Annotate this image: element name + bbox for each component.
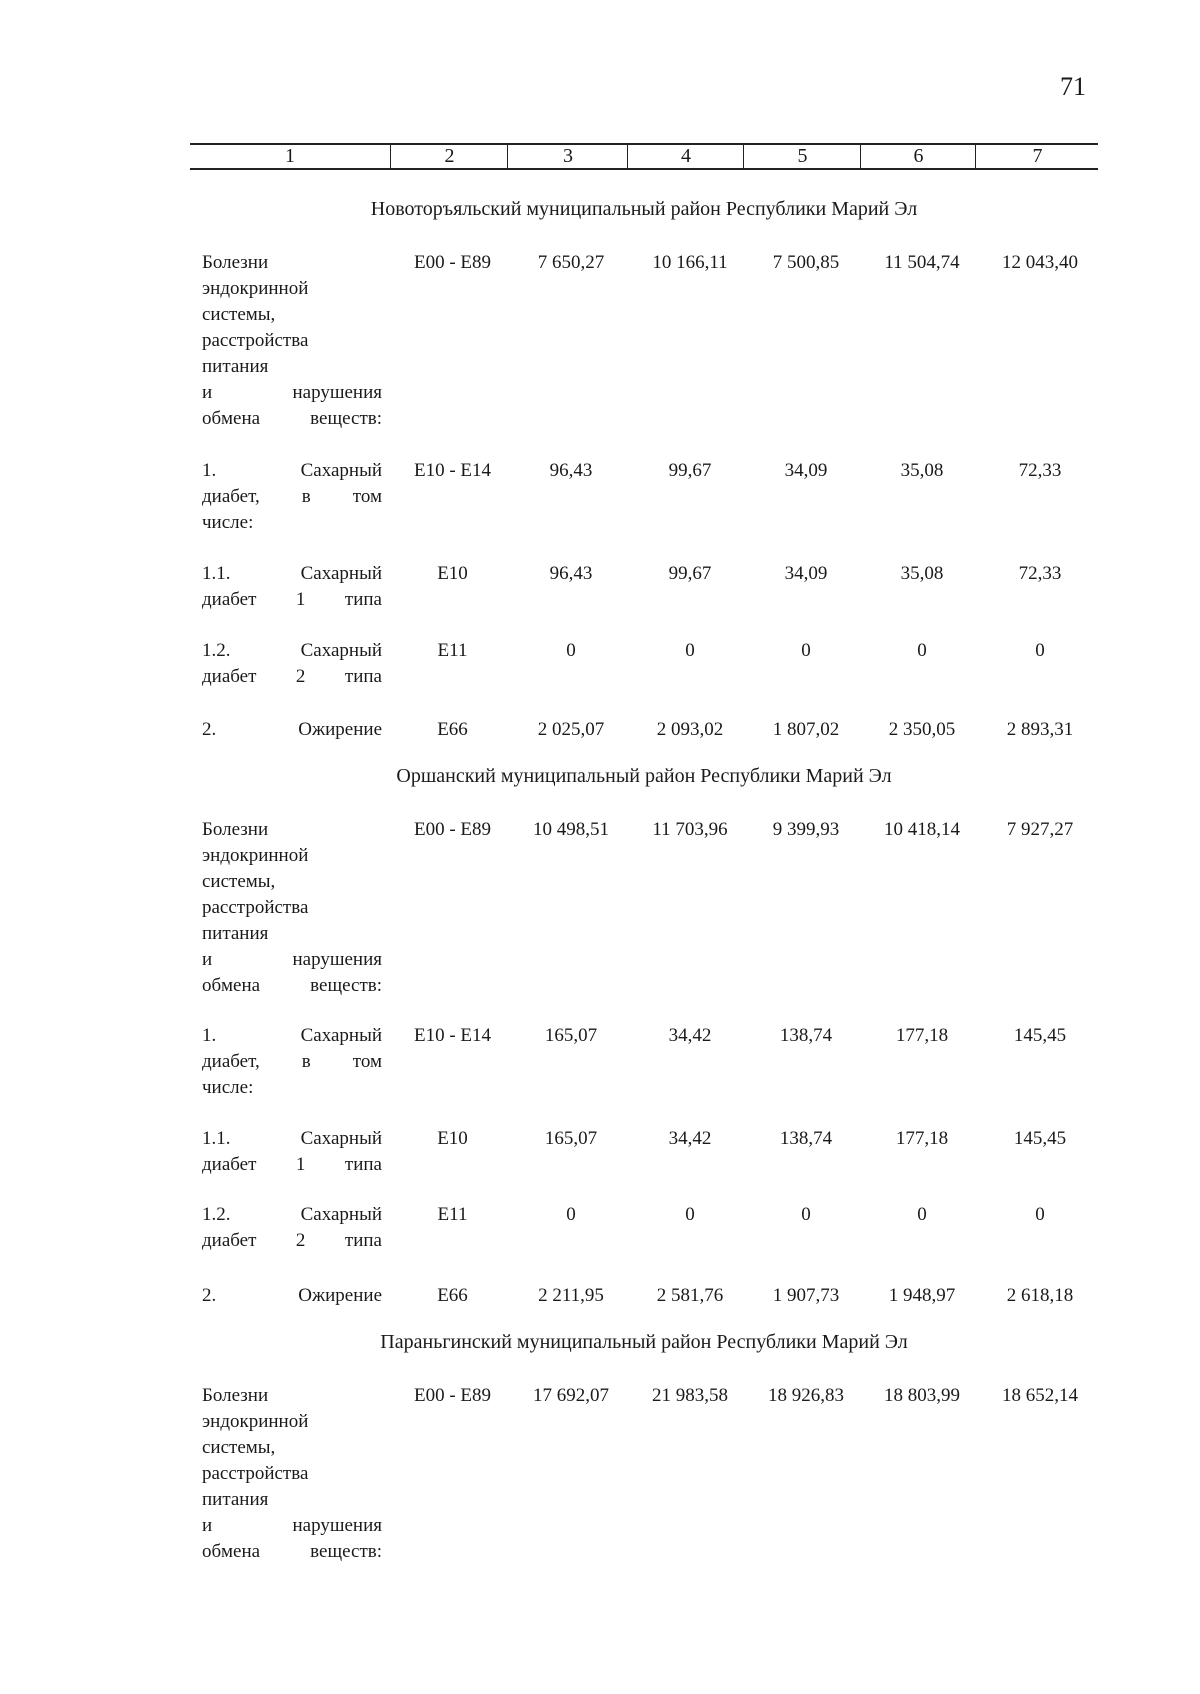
value-cell-col-3: 165,07 xyxy=(544,1025,598,1046)
row-label-line: диабет 1 типа xyxy=(202,589,382,610)
icd-code-cell: E00 - E89 xyxy=(413,1385,492,1406)
value-cell-col-3: 0 xyxy=(566,1204,576,1225)
header-col-7: 7 xyxy=(975,144,1099,168)
header-col-1: 1 xyxy=(285,145,295,167)
value-cell-col-5: 9 399,93 xyxy=(772,819,840,840)
value-cell-col-4: 34,42 xyxy=(668,1025,712,1046)
value-cell-col-7: 7 927,27 xyxy=(1006,819,1074,840)
row-label-line: Болезни xyxy=(202,1385,269,1406)
row-label-line: обмена веществ: xyxy=(202,1541,382,1562)
row-label-line: системы, xyxy=(202,1437,276,1458)
value-cell-col-4: 0 xyxy=(685,1204,695,1225)
value-cell-col-7: 2 618,18 xyxy=(1006,1285,1074,1306)
value-cell-col-3: 17 692,07 xyxy=(533,1385,609,1406)
value-cell-col-4: 0 xyxy=(685,640,695,661)
row-label-line: питания xyxy=(202,356,269,377)
row-label-line: диабет 2 типа xyxy=(202,1230,382,1251)
value-cell-col-7: 2 893,31 xyxy=(1006,719,1074,740)
icd-code-cell: E11 xyxy=(437,640,468,661)
row-label xyxy=(202,561,382,613)
value-cell-col-6: 35,08 xyxy=(900,563,944,584)
value-cell-col-5: 0 xyxy=(801,640,811,661)
row-label-line: 2. Ожирение xyxy=(202,1285,382,1306)
value-cell-col-7: 72,33 xyxy=(1018,460,1062,481)
value-cell-col-5: 18 926,83 xyxy=(768,1385,844,1406)
row-label-line: питания xyxy=(202,1489,269,1510)
icd-code-cell: E00 - E89 xyxy=(413,819,492,840)
value-cell-col-3: 165,07 xyxy=(544,1128,598,1149)
value-cell-col-3: 2 025,07 xyxy=(537,719,605,740)
value-cell-col-6: 11 504,74 xyxy=(884,252,960,273)
page-number: 71 xyxy=(1060,72,1086,101)
value-cell-col-6: 10 418,14 xyxy=(884,819,960,840)
row-label-line: питания xyxy=(202,923,269,944)
value-cell-col-5: 138,74 xyxy=(779,1025,833,1046)
row-label-line: и нарушения xyxy=(202,949,382,970)
row-label-line: диабет, в том xyxy=(202,486,382,507)
value-cell-col-4: 99,67 xyxy=(668,563,712,584)
value-cell-col-5: 34,09 xyxy=(784,460,828,481)
row-label xyxy=(202,250,382,432)
row-label-line: 1.2. Сахарный xyxy=(202,640,382,661)
row-label xyxy=(202,638,382,690)
row-label-line: диабет, в том xyxy=(202,1051,382,1072)
row-label-line: диабет 1 типа xyxy=(202,1154,382,1175)
icd-code-cell: E66 xyxy=(437,1285,468,1306)
value-cell-col-3: 10 498,51 xyxy=(533,819,609,840)
value-cell-col-4: 11 703,96 xyxy=(652,819,728,840)
value-cell-col-5: 0 xyxy=(801,1204,811,1225)
value-cell-col-6: 18 803,99 xyxy=(884,1385,960,1406)
row-label xyxy=(202,458,382,536)
row-label-line: 1.1. Сахарный xyxy=(202,563,382,584)
value-cell-col-4: 2 093,02 xyxy=(656,719,724,740)
value-cell-col-5: 138,74 xyxy=(779,1128,833,1149)
row-label-line: обмена веществ: xyxy=(202,408,382,429)
value-cell-col-7: 72,33 xyxy=(1018,563,1062,584)
row-label-line: Болезни xyxy=(202,252,269,273)
row-label-line: системы, xyxy=(202,871,276,892)
icd-code-cell: E10 - E14 xyxy=(413,460,492,481)
header-rule-bottom xyxy=(190,168,1098,170)
district-title: Оршанский муниципальный район Республики Марий Эл xyxy=(396,765,892,787)
row-label-line: эндокринной xyxy=(202,1411,309,1432)
row-label-line: диабет 2 типа xyxy=(202,666,382,687)
value-cell-col-7: 0 xyxy=(1035,640,1045,661)
row-label-line: числе: xyxy=(202,1077,254,1098)
value-cell-col-3: 96,43 xyxy=(549,563,593,584)
value-cell-col-4: 2 581,76 xyxy=(656,1285,724,1306)
table-header-row xyxy=(190,144,1098,168)
value-cell-col-7: 145,45 xyxy=(1013,1128,1067,1149)
value-cell-col-6: 0 xyxy=(917,640,927,661)
value-cell-col-4: 10 166,11 xyxy=(652,252,728,273)
value-cell-col-3: 0 xyxy=(566,640,576,661)
value-cell-col-7: 0 xyxy=(1035,1204,1045,1225)
icd-code-cell: E10 - E14 xyxy=(413,1025,492,1046)
icd-code-cell: E10 xyxy=(437,1128,468,1149)
row-label-line: 1. Сахарный xyxy=(202,1025,382,1046)
icd-code-cell: E66 xyxy=(437,719,468,740)
district-title: Новоторъяльский муниципальный район Республики Марий Эл xyxy=(370,198,918,220)
value-cell-col-6: 2 350,05 xyxy=(888,719,956,740)
value-cell-col-4: 21 983,58 xyxy=(652,1385,728,1406)
value-cell-col-6: 177,18 xyxy=(895,1128,949,1149)
row-label-line: 1. Сахарный xyxy=(202,460,382,481)
row-label-line: Болезни xyxy=(202,819,269,840)
header-col-6: 6 xyxy=(860,144,976,168)
header-col-5: 5 xyxy=(743,144,861,168)
row-label xyxy=(202,1126,382,1178)
row-label-line: расстройства xyxy=(202,330,309,351)
row-label xyxy=(202,1283,382,1309)
row-label xyxy=(202,1383,382,1565)
row-label-line: 1.1. Сахарный xyxy=(202,1128,382,1149)
row-label xyxy=(202,1023,382,1101)
value-cell-col-7: 145,45 xyxy=(1013,1025,1067,1046)
row-label-line: расстройства xyxy=(202,1463,309,1484)
value-cell-col-5: 34,09 xyxy=(784,563,828,584)
value-cell-col-5: 1 907,73 xyxy=(772,1285,840,1306)
value-cell-col-6: 35,08 xyxy=(900,460,944,481)
value-cell-col-4: 99,67 xyxy=(668,460,712,481)
row-label xyxy=(202,717,382,743)
row-label-line: эндокринной xyxy=(202,845,309,866)
value-cell-col-6: 0 xyxy=(917,1204,927,1225)
row-label-line: эндокринной xyxy=(202,278,309,299)
value-cell-col-3: 7 650,27 xyxy=(537,252,605,273)
row-label xyxy=(202,1202,382,1254)
header-col-2: 2 xyxy=(390,144,508,168)
icd-code-cell: E10 xyxy=(437,563,468,584)
row-label-line: и нарушения xyxy=(202,1515,382,1536)
value-cell-col-3: 96,43 xyxy=(549,460,593,481)
value-cell-col-5: 7 500,85 xyxy=(772,252,840,273)
icd-code-cell: E11 xyxy=(437,1204,468,1225)
value-cell-col-7: 12 043,40 xyxy=(1002,252,1078,273)
header-col-4: 4 xyxy=(627,144,744,168)
row-label xyxy=(202,817,382,999)
row-label-line: 2. Ожирение xyxy=(202,719,382,740)
header-col-3: 3 xyxy=(507,144,628,168)
value-cell-col-4: 34,42 xyxy=(668,1128,712,1149)
row-label-line: 1.2. Сахарный xyxy=(202,1204,382,1225)
value-cell-col-7: 18 652,14 xyxy=(1002,1385,1078,1406)
row-label-line: системы, xyxy=(202,304,276,325)
row-label-line: обмена веществ: xyxy=(202,975,382,996)
district-title: Параньгинский муниципальный район Республики Марий Эл xyxy=(380,1331,908,1353)
icd-code-cell: E00 - E89 xyxy=(413,252,492,273)
value-cell-col-6: 177,18 xyxy=(895,1025,949,1046)
row-label-line: числе: xyxy=(202,512,254,533)
row-label-line: расстройства xyxy=(202,897,309,918)
value-cell-col-6: 1 948,97 xyxy=(888,1285,956,1306)
value-cell-col-5: 1 807,02 xyxy=(772,719,840,740)
row-label-line: и нарушения xyxy=(202,382,382,403)
value-cell-col-3: 2 211,95 xyxy=(538,1285,604,1306)
